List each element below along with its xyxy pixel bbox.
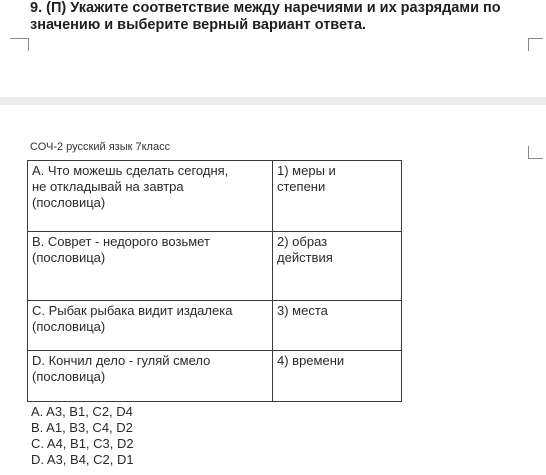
crop-mark-top-right — [528, 38, 543, 51]
category-cell-2 — [273, 232, 402, 301]
table-row — [28, 301, 402, 351]
phrase-cell-d — [28, 351, 273, 402]
answer-option-d[interactable]: D. A3, B4, C2, D1 — [31, 452, 134, 467]
table-row — [28, 232, 402, 301]
answer-option-b[interactable]: B. A1, B3, C4, D2 — [31, 420, 133, 435]
cell-line: А. Что можешь сделать сегодня, — [32, 163, 229, 178]
cell-line: D. Кончил дело - гуляй смело — [32, 353, 211, 368]
cell-line: (пословица) — [32, 369, 106, 384]
cell-line: (пословица) — [32, 319, 106, 334]
crop-mark-bottom-right — [528, 146, 543, 159]
cell-line: С. Рыбак рыбака видит издалека — [32, 303, 233, 318]
category-cell-3 — [273, 301, 402, 351]
cell-line: степени — [277, 179, 326, 194]
phrase-cell-b — [28, 232, 273, 301]
cell-line: 1) меры и — [277, 163, 336, 178]
document-title: СОЧ-2 русский язык 7класс — [30, 141, 171, 153]
question-text — [30, 0, 530, 34]
page-separator — [0, 97, 546, 105]
table-row — [28, 161, 402, 232]
category-cell-1 — [273, 161, 402, 232]
cell-line: В. Соврет - недорого возьмет — [32, 234, 210, 249]
table-row — [28, 351, 402, 402]
phrase-cell-c — [28, 301, 273, 351]
cell-line: 4) времени — [277, 353, 345, 368]
crop-mark-top-left — [10, 38, 29, 51]
category-cell-4 — [273, 351, 402, 402]
cell-line: не откладывай на завтра — [32, 179, 184, 194]
answer-option-a[interactable]: A. A3, B1, C2, D4 — [31, 404, 133, 419]
cell-line: действия — [277, 250, 333, 265]
matching-table — [27, 160, 402, 402]
cell-line: 2) образ — [277, 234, 328, 249]
cell-line: (пословица) — [32, 195, 106, 210]
answer-option-c[interactable]: C. A4, B1, C3, D2 — [31, 436, 134, 451]
cell-line: (пословица) — [32, 250, 106, 265]
cell-line: 3) места — [277, 303, 328, 318]
phrase-cell-a — [28, 161, 273, 232]
answer-options — [31, 404, 134, 468]
question-line-1: 9. (П) Укажите соответствие между наречиями и их разрядами по — [30, 0, 501, 16]
question-line-2: значению и выберите верный вариант ответа. — [30, 17, 367, 33]
